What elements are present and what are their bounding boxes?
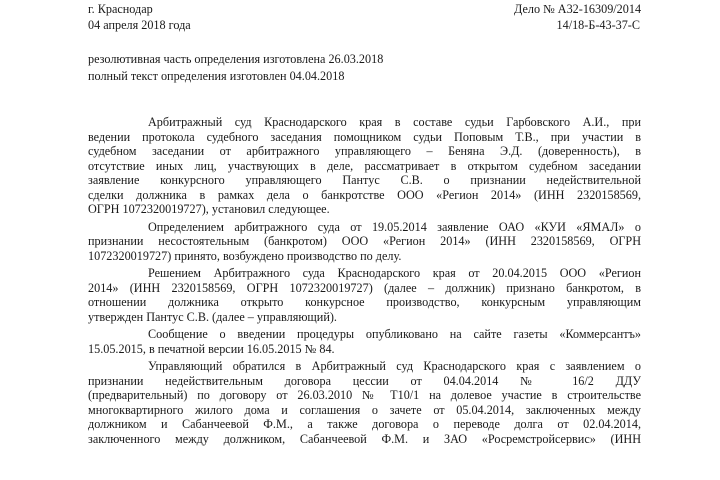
paragraph-line: отсутствие иных лиц, участвующих в деле, рассматривает в открытом судебном заседании bbox=[88, 158, 641, 173]
paragraph-line: ОГРН 1072320019727), установил следующее. bbox=[88, 202, 330, 216]
determination-meta bbox=[88, 53, 383, 86]
paragraph bbox=[88, 360, 641, 447]
paragraph bbox=[88, 267, 641, 325]
document-body bbox=[88, 116, 641, 450]
paragraph-line: ведении протокола судебного заседания помощником судьи Поповым Т.В., при участии в bbox=[88, 129, 641, 144]
full-text-date-line: полный текст определения изготовлен 04.04.2018 bbox=[88, 68, 345, 83]
paragraph-line: 2014» (ИНН 2320158569, ОГРН 1072320019727) (далее – должник) признано банкротом, в bbox=[88, 280, 641, 295]
paragraph-line: Сообщение о введении процедуры опубликовано на сайте газеты «Коммерсантъ» bbox=[148, 327, 641, 341]
case-number: Дело № А32-16309/2014 bbox=[514, 2, 642, 16]
paragraph-line: Управляющий обратился в Арбитражный суд Краснодарского края с заявлением о bbox=[148, 359, 641, 373]
paragraph bbox=[88, 116, 641, 218]
paragraph-line: 1072320019727) принято, возбуждено производство по делу. bbox=[88, 248, 402, 263]
paragraph-line: должником и Сабанчеевой Ф.М., а также договора о переводе долга от 02.04.2014, bbox=[88, 417, 641, 431]
paragraph-line: отношении должника открыто конкурсное производство, конкурсным управляющим bbox=[88, 295, 641, 309]
resolution-date-line: резолютивная часть определения изготовлена 26.03.2018 bbox=[88, 52, 384, 66]
paragraph-line: Арбитражный суд Краснодарского края в составе судьи Гарбовского А.И., при bbox=[148, 115, 641, 129]
paragraph-line: утвержден Пантус С.В. (далее – управляющий). bbox=[88, 309, 337, 324]
city: г. Краснодар bbox=[88, 2, 153, 16]
header-right bbox=[514, 3, 640, 35]
paragraph-line: сделки должника в рамках дела о банкротстве ООО «Регион 2014» (ИНН 2320158569, bbox=[88, 187, 641, 202]
paragraph-line: признании недействительным договора цессии от 04.04.2014 № 16/2 ДДУ bbox=[88, 373, 641, 388]
sub-number: 14/18-Б-43-37-С bbox=[556, 18, 640, 32]
paragraph-line: многоквартирного жилого дома и соглашения о зачете от 05.04.2014, заключенных между bbox=[88, 402, 641, 417]
paragraph-line: Решением Арбитражного суда Краснодарского края от 20.04.2015 ООО «Регион bbox=[148, 266, 641, 280]
paragraph-line: судебном заседании от арбитражного управляющего – Беняна Э.Д. (доверенность), в bbox=[88, 144, 641, 158]
paragraph-line: (предварительный) по договору от 26.03.2010 № Т10/1 на долевое участие в строительстве bbox=[88, 388, 641, 402]
header-left bbox=[88, 3, 191, 35]
paragraph-line: 15.05.2015, в печатной версии 16.05.2015 № 84. bbox=[88, 341, 335, 356]
paragraph bbox=[88, 328, 641, 357]
paragraph bbox=[88, 221, 641, 265]
paragraph-line: заявление конкурсного управляющего Пантус С.В. о признании недействительной bbox=[88, 173, 641, 187]
paragraph-line: признании несостоятельным (банкротом) ООО «Регион 2014» (ИНН 2320158569, ОГРН bbox=[88, 234, 641, 248]
paragraph-line: Определением арбитражного суда от 19.05.2014 заявление ОАО «КУИ «ЯМАЛ» о bbox=[148, 219, 641, 234]
document-date: 04 апреля 2018 года bbox=[88, 18, 191, 32]
paragraph-line: заключенного между должником, Сабанчеевой Ф.М. и ЗАО «Росремстройсервис» (ИНН bbox=[88, 431, 641, 446]
